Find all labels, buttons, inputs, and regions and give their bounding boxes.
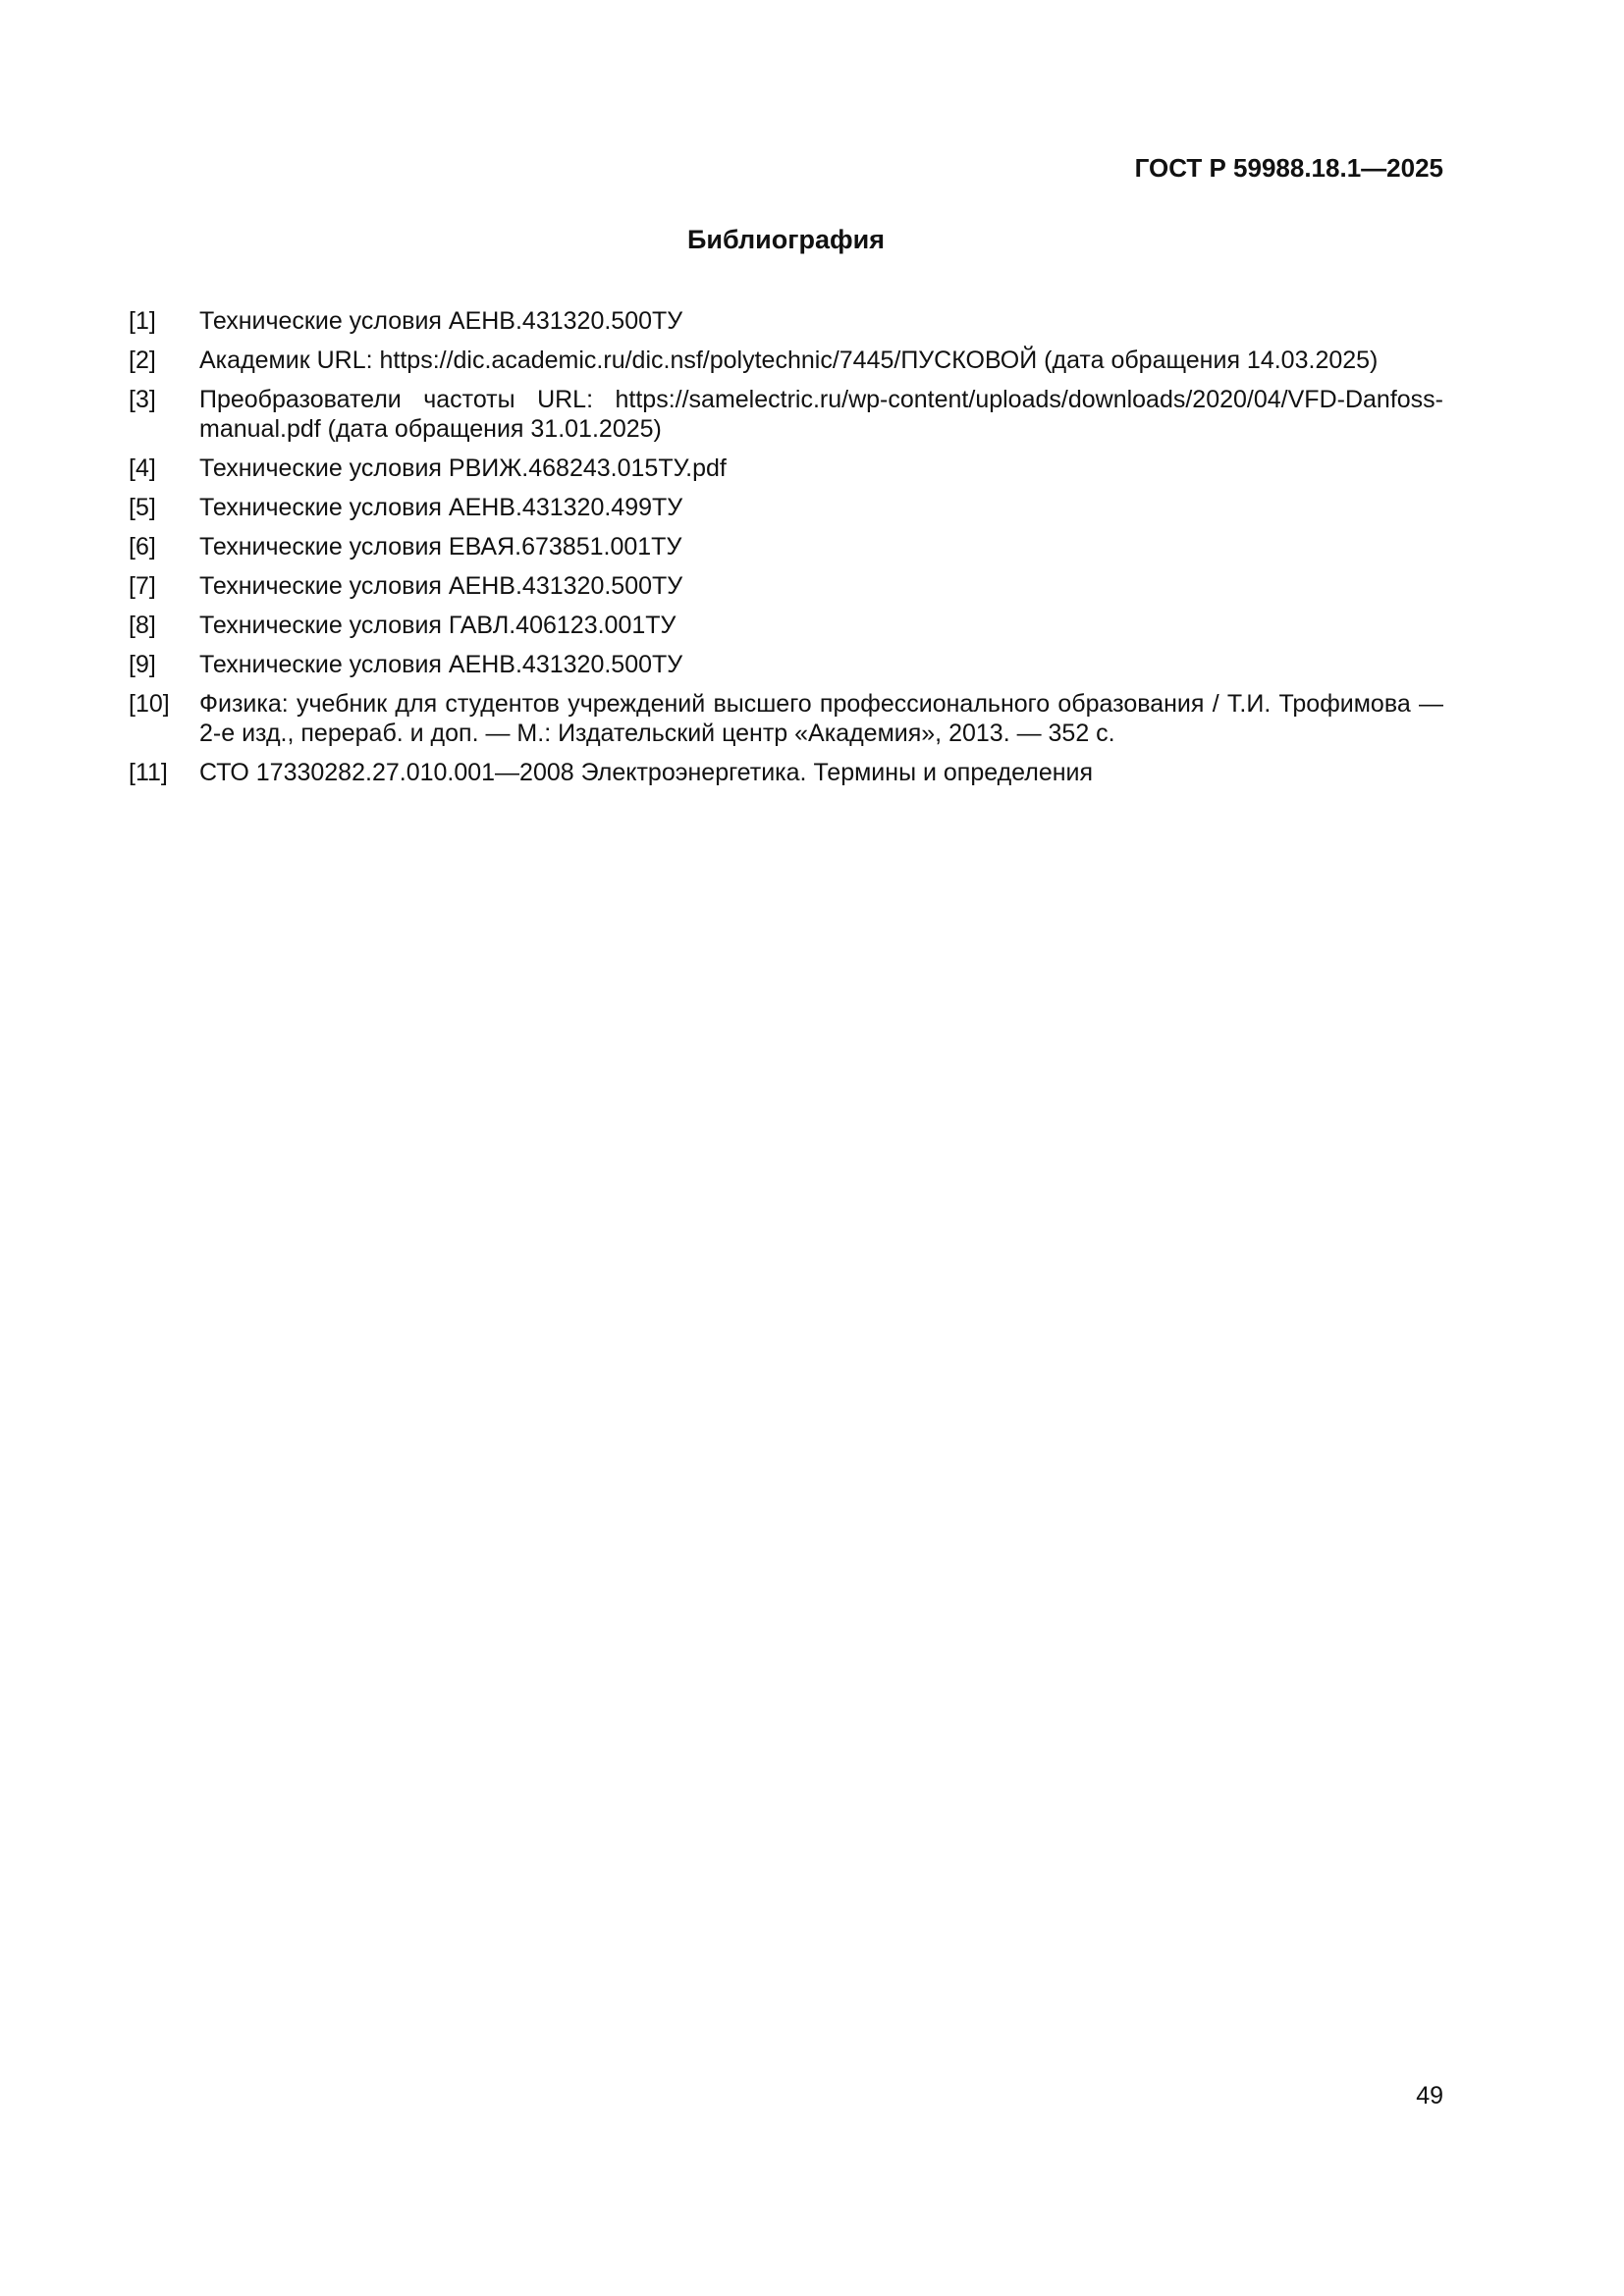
bibliography-entry [129, 611, 1443, 640]
bibliography-entry [129, 306, 1443, 336]
bibliography-entry [129, 532, 1443, 561]
bibliography-entry [129, 571, 1443, 601]
entry-number: [3] [129, 386, 156, 413]
page-title: Библиография [687, 225, 885, 254]
entry-text: Технические условия АЕНВ.431320.499ТУ [199, 494, 683, 521]
entry-text: Технические условия АЕНВ.431320.500ТУ [199, 651, 683, 678]
bibliography-entry [129, 650, 1443, 679]
entry-text: Технические условия АЕНВ.431320.500ТУ [199, 307, 683, 335]
bibliography-entry [129, 346, 1443, 375]
entry-text: Академик URL: https://dic.academic.ru/dic.nsf/polytechnic/7445/ПУСКОВОЙ (дата обращения 14.03.2025) [199, 347, 1379, 374]
bibliography-entry [129, 493, 1443, 522]
entry-number: [9] [129, 651, 156, 678]
entry-number: [5] [129, 494, 156, 521]
entry-number: [1] [129, 307, 156, 335]
entry-text: Технические условия ЕВАЯ.673851.001ТУ [199, 533, 682, 561]
entry-number: [2] [129, 347, 156, 374]
entry-text: Технические условия РВИЖ.468243.015ТУ.pdf [199, 454, 727, 482]
entry-number: [4] [129, 454, 156, 482]
entry-number: [11] [129, 759, 168, 786]
entry-number: [7] [129, 572, 156, 600]
entry-text: Физика: учебник для студентов учреждений высшего профессионального образования / Т.И. Трофимова — 2-е изд., перераб. и доп. — М.: Издательский центр «Академия», 2013. — 352 с. [199, 690, 1443, 747]
bibliography-list [129, 306, 1443, 797]
document-code-header: ГОСТ Р 59988.18.1—2025 [1134, 153, 1443, 183]
entry-number: [8] [129, 612, 156, 639]
entry-text: Преобразователи частоты URL: https://samelectric.ru/wp-content/uploads/downloads/2020/04/VFD-Danfoss-manual.pdf (дата обращения 31.01.2025) [199, 386, 1443, 443]
entry-text: СТО 17330282.27.010.001—2008 Электроэнергетика. Термины и определения [199, 759, 1094, 786]
entry-number: [6] [129, 533, 156, 561]
entry-text: Технические условия ГАВЛ.406123.001ТУ [199, 612, 677, 639]
bibliography-entry [129, 689, 1443, 748]
entry-number: [10] [129, 690, 170, 718]
bibliography-entry [129, 385, 1443, 444]
page-number: 49 [1416, 2082, 1443, 2109]
bibliography-entry [129, 758, 1443, 787]
entry-text: Технические условия АЕНВ.431320.500ТУ [199, 572, 683, 600]
bibliography-entry [129, 454, 1443, 483]
